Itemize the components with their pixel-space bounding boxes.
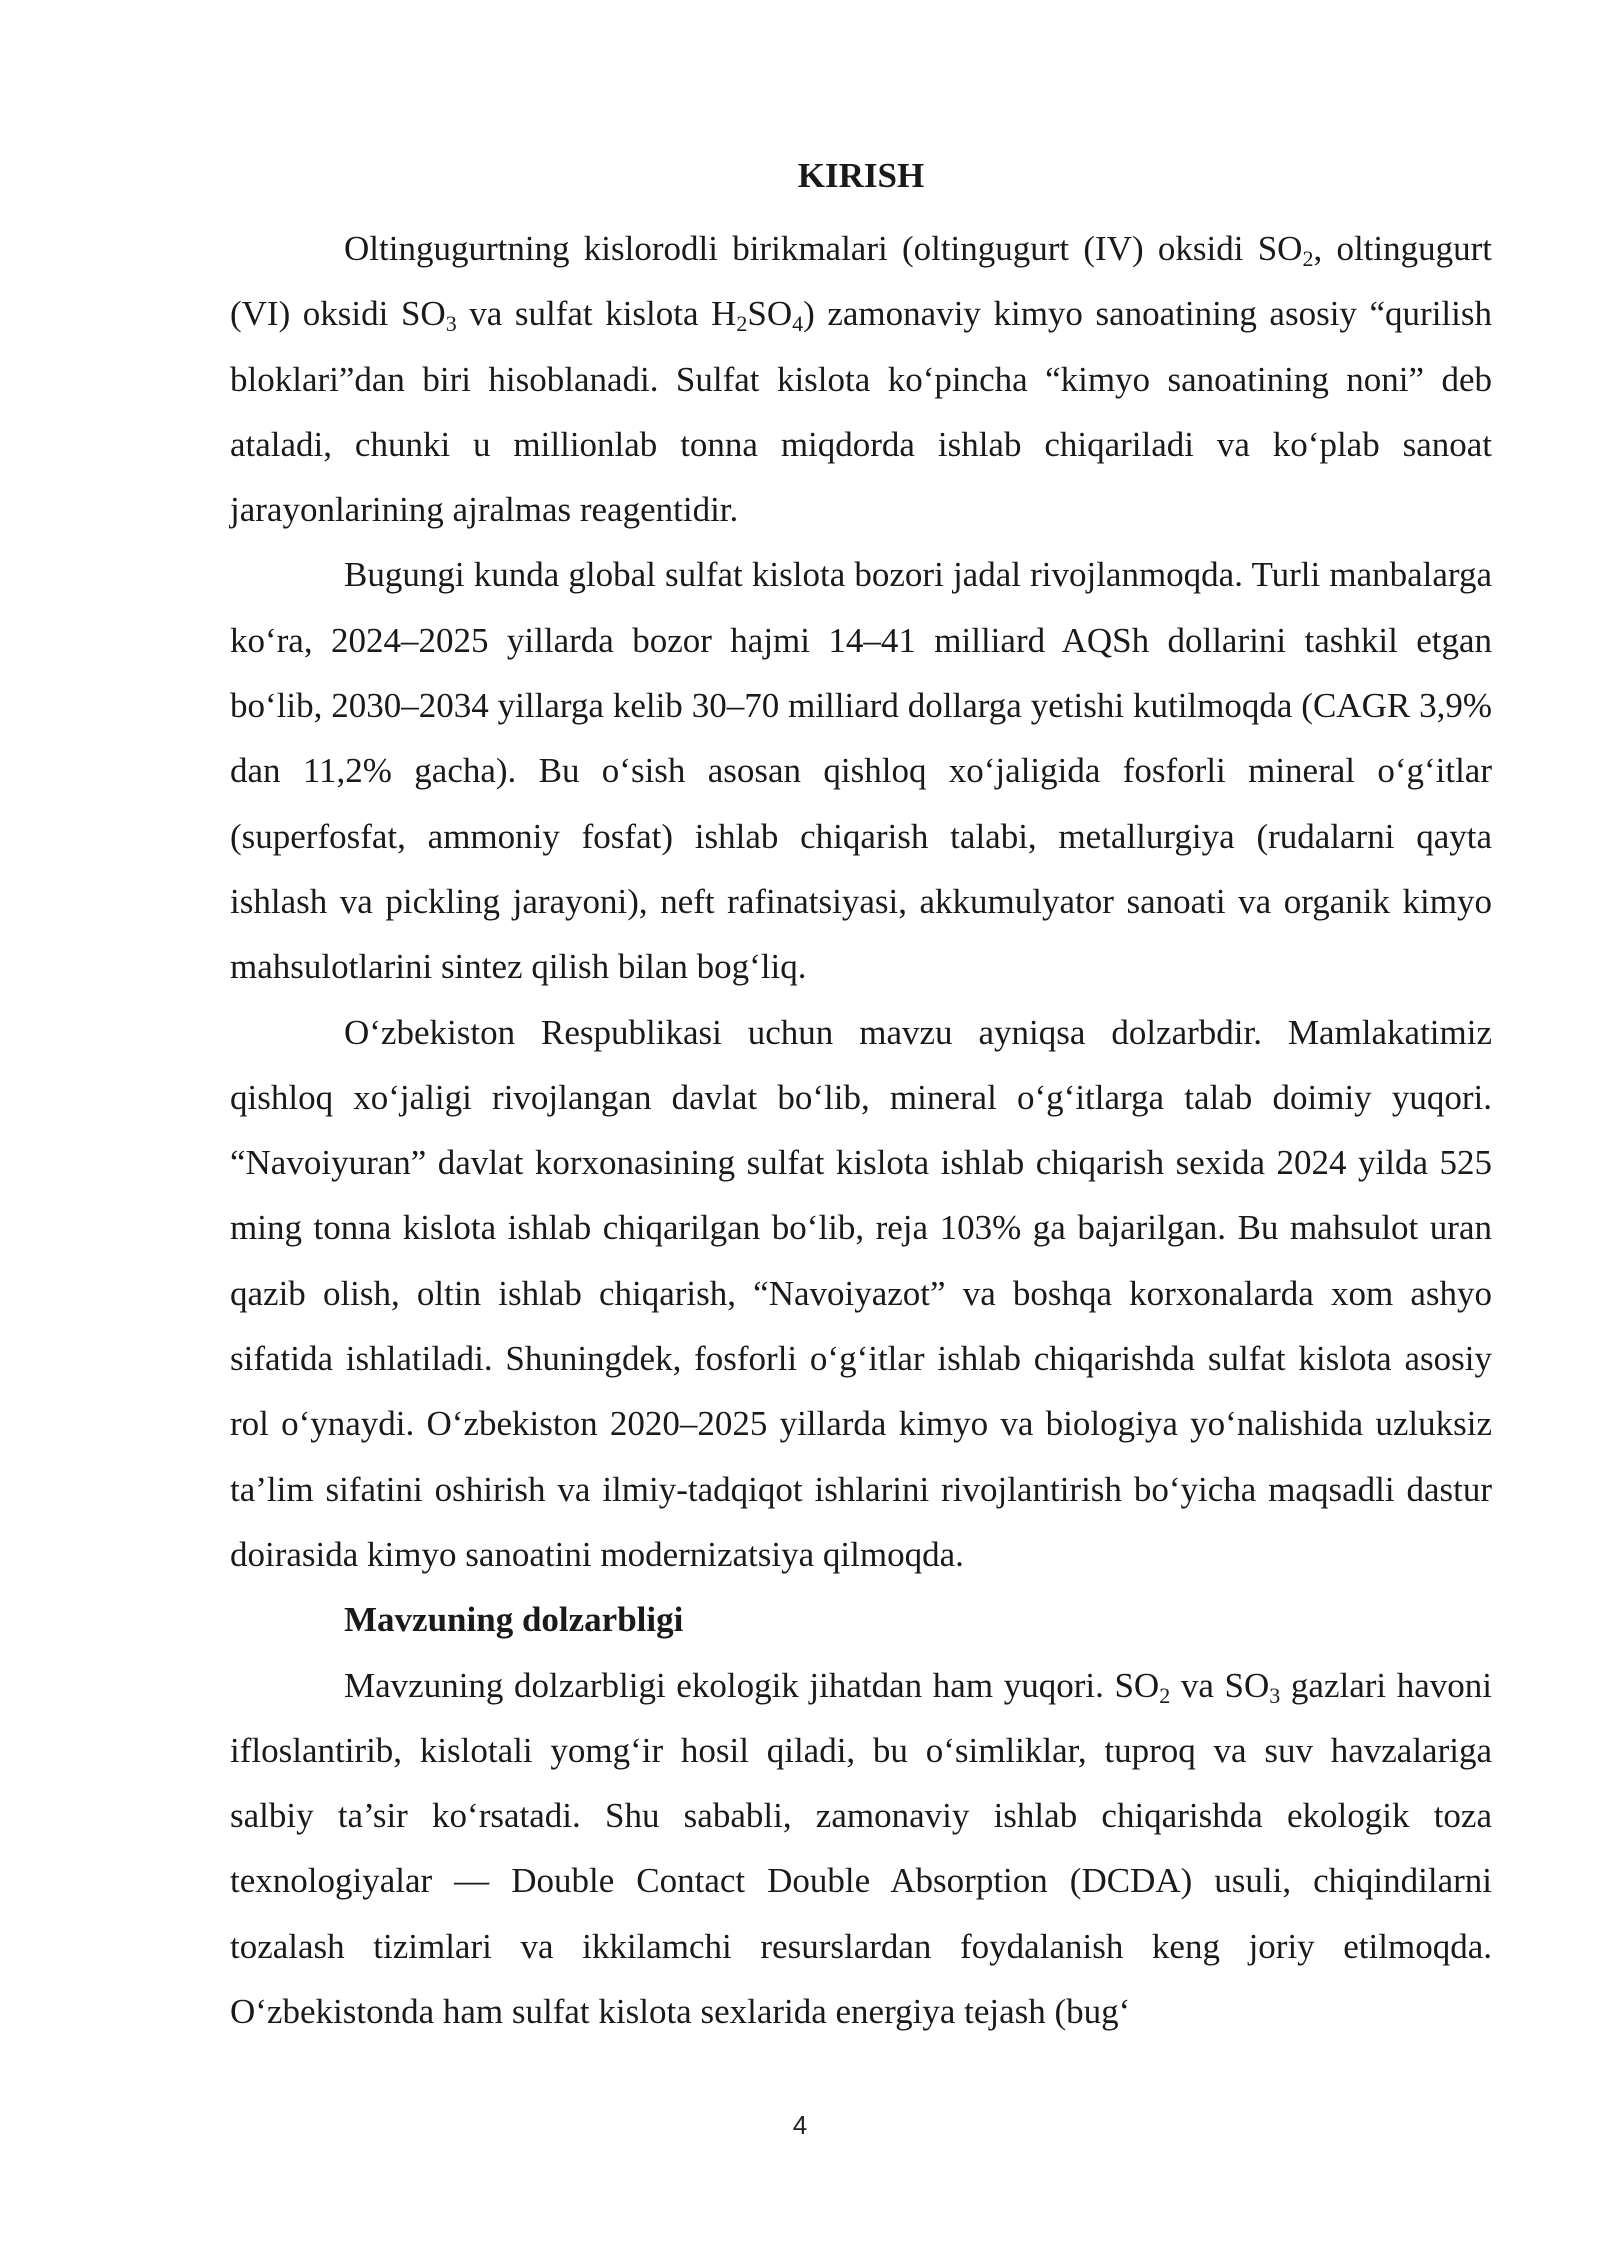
subscript-text: 3 bbox=[1269, 1682, 1281, 1708]
document-page bbox=[230, 150, 1492, 2044]
subscript-text: 3 bbox=[445, 311, 457, 337]
paragraph-text: Mavzuning dolzarbligi ekologik jihatdan ham yuqori. SO bbox=[344, 1665, 1160, 1705]
paragraph-text: Oltingugurtning kislorodli birikmalari (oltingugurt (IV) oksidi SO bbox=[344, 229, 1303, 268]
paragraph-text: va sulfat kislota H bbox=[456, 294, 737, 334]
paragraph-text: Bugungi kunda global sulfat kislota bozori jadal rivojlanmoqda. Turli manbalarga ko‘ra, 2024–2025 yillarda bozor hajmi 14–41 milliard AQSh dollarini tashkil etgan bo‘lib, 2030–2034 yillarga kelib 30–70 milliard dollarga yetishi kutilmoqda (CAGR 3,9% dan 11,2% gacha). Bu o‘sish asosan qishloq xo‘jaligida fosforli mineral o‘g‘itlar (superfosfat, ammoniy fosfat) ishlab chiqarish talabi, metallurgiya (rudalarni qayta ishlash va pickling jarayoni), neft rafinatsiyasi, akkumulyator sanoati va organik kimyo mahsulotlarini sintez qilish bilan bog‘liq. bbox=[230, 555, 1492, 987]
body-paragraph bbox=[230, 542, 1492, 999]
paragraph-text: ) zamonaviy kimyo sanoatining asosiy “qurilish bloklari”dan biri hisoblanadi. Sulfat kislota ko‘pincha “kimyo sanoatining noni” deb ataladi, chunki u millionlab tonna miqdorda ishlab chiqariladi va ko‘plab sanoat jarayonlarining ajralmas reagentidir. bbox=[230, 294, 1492, 530]
section-subheading: Mavzuning dolzarbligi bbox=[344, 1600, 684, 1640]
paragraph-text: O‘zbekiston Respublikasi uchun mavzu ayniqsa dolzarbdir. Mamlakatimiz qishloq xo‘jaligi rivojlangan davlat bo‘lib, mineral o‘g‘itlarga talab doimiy yuqori. “Navoiyuran” davlat korxonasining sulfat kislota ishlab chiqarish sexida 2024 yilda 525 ming tonna kislota ishlab chiqarilgan bo‘lib, reja 103% ga bajarilgan. Bu mahsulot uran qazib olish, oltin ishlab chiqarish, “Navoiyazot” va boshqa korxonalarda xom ashyo sifatida ishlatiladi. Shuningdek, fosforli o‘g‘itlar ishlab chiqarishda sulfat kislota asosiy rol o‘ynaydi. O‘zbekiston 2020–2025 yillarda kimyo va biologiya yo‘nalishida uzluksiz ta’lim sifatini oshirish va ilmiy-tadqiqot ishlarini rivojlantirish bo‘yicha maqsadli dastur doirasida kimyo sanoatini modernizatsiya qilmoqda. bbox=[230, 1012, 1492, 1574]
paragraph-text: va SO bbox=[1170, 1665, 1270, 1705]
subscript-text: 2 bbox=[736, 311, 748, 337]
subscript-text: 2 bbox=[1302, 246, 1314, 271]
intro-paragraphs bbox=[230, 216, 1492, 1587]
page-number: 4 bbox=[792, 2110, 808, 2140]
relevance-paragraphs bbox=[230, 1653, 1492, 2045]
section-title: KIRISH bbox=[797, 156, 925, 195]
body-paragraph bbox=[230, 1000, 1492, 1588]
subscript-text: 4 bbox=[792, 311, 804, 337]
paragraph-text: SO bbox=[747, 294, 793, 334]
subscript-text: 2 bbox=[1159, 1682, 1171, 1708]
paragraph-text: gazlari havoni ifloslantirib, kislotali yomg‘ir hosil qiladi, bu o‘simliklar, tuproq va suv havzalariga salbiy ta’sir ko‘rsatadi. Shu sababli, zamonaviy ishlab chiqarishda ekologik toza texnologiyalar — Double Contact Double Absorption (DCDA) usuli, chiqindilarni tozalash tizimlari va ikkilamchi resurslardan foydalanish keng joriy etilmoqda. O‘zbekistonda ham sulfat kislota sexlarida energiya tejash (bug‘ bbox=[230, 1665, 1493, 2032]
body-paragraph bbox=[230, 1653, 1492, 2045]
body-paragraph bbox=[230, 216, 1492, 542]
paragraph-text: , oltingugurt (VI) oksidi SO bbox=[230, 229, 1492, 334]
